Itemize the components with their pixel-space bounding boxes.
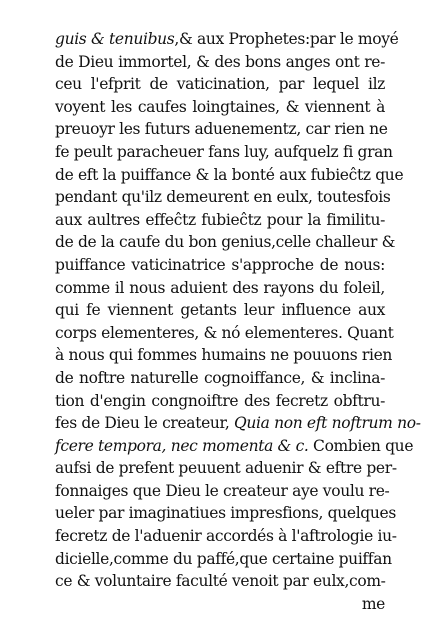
text-line: à nous qui fommes humains ne pouuons rien bbox=[55, 346, 393, 365]
text-line: fecretz de l'aduenir accordés à l'aftrologie iu- bbox=[55, 527, 397, 546]
latin-phrase: guis & tenuibus bbox=[55, 30, 175, 48]
latin-phrase: fcere tempora, nec momenta & c. bbox=[55, 436, 309, 455]
text-line: ueler par imaginatiues impresfions, quelques bbox=[55, 504, 396, 523]
text-line: aufsi de prefent peuuent aduenir & eftre per- bbox=[55, 459, 397, 478]
text-line bbox=[55, 412, 421, 435]
text-line: de Dieu immortel, & des bons anges ont re- bbox=[55, 52, 385, 71]
text-line: corps elementeres, & nó elementeres. Quant bbox=[55, 323, 394, 342]
text-line: aux aultres effeĉtz fubieĉtz pour la fimilitu- bbox=[55, 210, 385, 229]
text-line: preuoyr les futurs aduenementz, car rien ne bbox=[55, 120, 388, 139]
text-line: comme il nous aduient des rayons du foleil, bbox=[55, 278, 385, 297]
latin-phrase: Quia non eft noftrum no- bbox=[234, 414, 421, 433]
text-line: ceu l'efprit de vaticination, par lequel ilz bbox=[55, 75, 385, 94]
text-line: puiffance vaticinatrice s'approche de nous: bbox=[55, 255, 385, 274]
text-line: de eft la puiffance & la bonté aux fubieĉtz que bbox=[55, 165, 404, 184]
text-line: de noftre naturelle cognoiffance, & inclina- bbox=[55, 368, 385, 387]
text-line: pendant qu'ilz demeurent en eulx, toutesfois bbox=[55, 188, 391, 207]
text-line: fe peult paracheuer fans luy, aufquelz fi gran bbox=[55, 142, 393, 161]
text-line: tion d'engin congnoiftre des fecretz obftru- bbox=[55, 391, 385, 410]
text-line: fonnaiges que Dieu le createur aye voulu re- bbox=[55, 481, 390, 500]
text-line: voyent les caufes loingtaines, & viennent à bbox=[55, 97, 385, 116]
text-line: qui fe viennent getants leur influence aux bbox=[55, 301, 385, 320]
text-segment: Combien que bbox=[308, 436, 414, 455]
text-segment: ,& aux Prophetes:par le moyé bbox=[174, 30, 399, 48]
text-line bbox=[55, 28, 399, 51]
text-line: dicielle,comme du paffé,que certaine puiffan bbox=[55, 549, 392, 568]
text-line: de de la caufe du bon genius,celle challeur & bbox=[55, 233, 396, 252]
text-line: ce & voluntaire faculté venoit par eulx,com- bbox=[55, 572, 386, 591]
text-line bbox=[55, 435, 414, 458]
body-text bbox=[55, 28, 421, 615]
catchword: me bbox=[361, 594, 385, 613]
text-segment: fes de Dieu le createur, bbox=[55, 414, 235, 433]
